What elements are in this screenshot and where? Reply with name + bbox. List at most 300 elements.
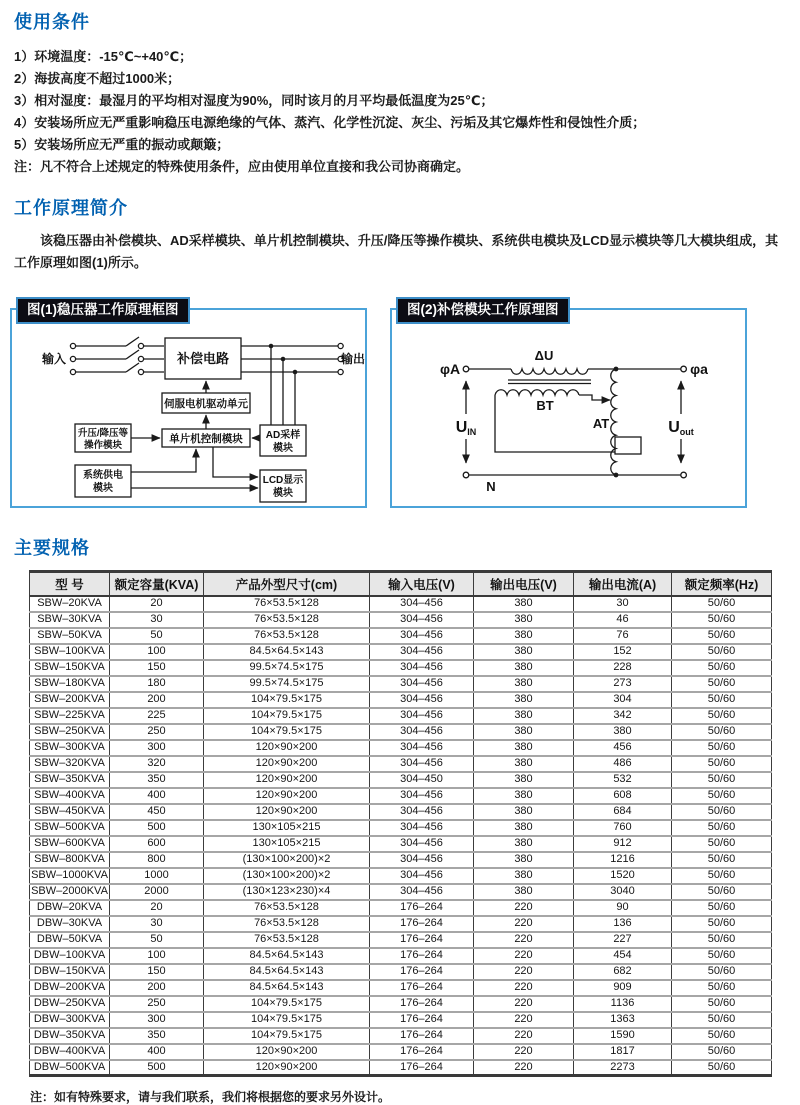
cell-model: SBW–600KVA bbox=[30, 836, 110, 852]
cell-output-current: 273 bbox=[574, 676, 672, 692]
cell-dimensions: 76×53.5×128 bbox=[204, 596, 370, 612]
cell-model: SBW–180KVA bbox=[30, 676, 110, 692]
cell-capacity: 200 bbox=[110, 692, 204, 708]
cell-output-voltage: 380 bbox=[474, 836, 574, 852]
col-header-output-current: 输出电流(A) bbox=[574, 572, 672, 596]
cell-frequency: 50/60 bbox=[672, 884, 772, 900]
cell-output-current: 682 bbox=[574, 964, 672, 980]
cell-dimensions: 99.5×74.5×175 bbox=[204, 660, 370, 676]
table-row bbox=[30, 964, 772, 980]
cell-input-voltage: 304–450 bbox=[370, 772, 474, 788]
cell-input-voltage: 304–456 bbox=[370, 692, 474, 708]
cell-dimensions: 120×90×200 bbox=[204, 1044, 370, 1060]
cell-model: DBW–250KVA bbox=[30, 996, 110, 1012]
cell-model: SBW–225KVA bbox=[30, 708, 110, 724]
cell-frequency: 50/60 bbox=[672, 756, 772, 772]
cell-dimensions: 104×79.5×175 bbox=[204, 1028, 370, 1044]
cell-input-voltage: 176–264 bbox=[370, 980, 474, 996]
at-coil bbox=[611, 369, 616, 475]
cell-output-voltage: 380 bbox=[474, 852, 574, 868]
svg-text:Uout: Uout bbox=[668, 419, 694, 437]
cell-capacity: 100 bbox=[110, 948, 204, 964]
cell-capacity: 300 bbox=[110, 740, 204, 756]
cell-capacity: 250 bbox=[110, 996, 204, 1012]
cell-dimensions: 84.5×64.5×143 bbox=[204, 964, 370, 980]
cell-output-voltage: 380 bbox=[474, 692, 574, 708]
cell-frequency: 50/60 bbox=[672, 820, 772, 836]
cell-output-current: 486 bbox=[574, 756, 672, 772]
cell-input-voltage: 176–264 bbox=[370, 900, 474, 916]
section-title-specifications: 主要规格 bbox=[14, 538, 90, 558]
u-out-arrow bbox=[668, 381, 694, 463]
u-in-arrow bbox=[456, 381, 477, 463]
cell-output-current: 1590 bbox=[574, 1028, 672, 1044]
cell-output-current: 1136 bbox=[574, 996, 672, 1012]
cell-output-voltage: 380 bbox=[474, 820, 574, 836]
cell-output-voltage: 380 bbox=[474, 868, 574, 884]
cell-capacity: 300 bbox=[110, 1012, 204, 1028]
cell-input-voltage: 176–264 bbox=[370, 932, 474, 948]
cell-frequency: 50/60 bbox=[672, 1044, 772, 1060]
table-row bbox=[30, 772, 772, 788]
cell-output-current: 454 bbox=[574, 948, 672, 964]
table-row bbox=[30, 884, 772, 900]
delta-u-coil bbox=[511, 369, 588, 374]
cell-dimensions: 76×53.5×128 bbox=[204, 916, 370, 932]
cell-output-voltage: 220 bbox=[474, 1012, 574, 1028]
cell-dimensions: 104×79.5×175 bbox=[204, 708, 370, 724]
cell-frequency: 50/60 bbox=[672, 724, 772, 740]
cell-model: SBW–200KVA bbox=[30, 692, 110, 708]
table-row bbox=[30, 788, 772, 804]
cell-dimensions: 130×105×215 bbox=[204, 820, 370, 836]
cell-model: SBW–400KVA bbox=[30, 788, 110, 804]
table-row bbox=[30, 644, 772, 660]
cell-dimensions: 76×53.5×128 bbox=[204, 900, 370, 916]
svg-text:升压/降压等: 升压/降压等 bbox=[77, 428, 129, 439]
principle-paragraph: 该稳压器由补偿模块、AD采样模块、单片机控制模块、升压/降压等操作模块、系统供电模块及LCD显示模块等几大模块组成，其工作原理如图(1)所示。 bbox=[14, 233, 779, 270]
cell-output-voltage: 380 bbox=[474, 724, 574, 740]
svg-text:系统供电: 系统供电 bbox=[83, 470, 123, 481]
cell-model: DBW–20KVA bbox=[30, 900, 110, 916]
cell-output-current: 1216 bbox=[574, 852, 672, 868]
cell-input-voltage: 304–456 bbox=[370, 612, 474, 628]
cell-model: DBW–30KVA bbox=[30, 916, 110, 932]
cell-model: SBW–250KVA bbox=[30, 724, 110, 740]
table-row bbox=[30, 612, 772, 628]
col-header-model: 型 号 bbox=[30, 572, 110, 596]
cell-output-current: 2273 bbox=[574, 1060, 672, 1076]
cell-model: SBW–320KVA bbox=[30, 756, 110, 772]
table-row bbox=[30, 980, 772, 996]
svg-text:补偿电路: 补偿电路 bbox=[176, 351, 230, 366]
cell-model: DBW–50KVA bbox=[30, 932, 110, 948]
cell-frequency: 50/60 bbox=[672, 1012, 772, 1028]
cell-input-voltage: 304–456 bbox=[370, 740, 474, 756]
cell-output-current: 456 bbox=[574, 740, 672, 756]
cell-input-voltage: 176–264 bbox=[370, 1044, 474, 1060]
cell-output-current: 76 bbox=[574, 628, 672, 644]
cell-frequency: 50/60 bbox=[672, 788, 772, 804]
cell-output-voltage: 220 bbox=[474, 1028, 574, 1044]
cell-frequency: 50/60 bbox=[672, 996, 772, 1012]
cell-model: SBW–150KVA bbox=[30, 660, 110, 676]
table-row bbox=[30, 1028, 772, 1044]
cell-output-current: 152 bbox=[574, 644, 672, 660]
cell-output-voltage: 380 bbox=[474, 884, 574, 900]
table-header-row bbox=[30, 572, 772, 596]
cell-capacity: 150 bbox=[110, 964, 204, 980]
cell-dimensions: 120×90×200 bbox=[204, 1060, 370, 1076]
brush-block bbox=[615, 437, 641, 454]
cell-input-voltage: 304–456 bbox=[370, 852, 474, 868]
cell-output-current: 90 bbox=[574, 900, 672, 916]
cell-frequency: 50/60 bbox=[672, 964, 772, 980]
cell-output-current: 30 bbox=[574, 596, 672, 612]
cell-output-voltage: 380 bbox=[474, 596, 574, 612]
cell-input-voltage: 176–264 bbox=[370, 964, 474, 980]
condition-line: 3）相对湿度：最湿月的平均相对湿度为90%，同时该月的月平均最低温度为25℃； bbox=[14, 93, 494, 108]
cell-output-voltage: 380 bbox=[474, 756, 574, 772]
cell-input-voltage: 176–264 bbox=[370, 996, 474, 1012]
col-header-output-voltage: 输出电压(V) bbox=[474, 572, 574, 596]
cell-frequency: 50/60 bbox=[672, 980, 772, 996]
cell-output-current: 3040 bbox=[574, 884, 672, 900]
cell-model: SBW–350KVA bbox=[30, 772, 110, 788]
cell-input-voltage: 176–264 bbox=[370, 916, 474, 932]
cell-frequency: 50/60 bbox=[672, 708, 772, 724]
cell-dimensions: 76×53.5×128 bbox=[204, 612, 370, 628]
col-header-dimensions: 产品外型尺寸(cm) bbox=[204, 572, 370, 596]
cell-input-voltage: 304–456 bbox=[370, 884, 474, 900]
cell-dimensions: 120×90×200 bbox=[204, 804, 370, 820]
servo-drive-box bbox=[162, 393, 250, 413]
cell-capacity: 600 bbox=[110, 836, 204, 852]
cell-frequency: 50/60 bbox=[672, 692, 772, 708]
svg-text:模块: 模块 bbox=[273, 488, 293, 499]
cell-frequency: 50/60 bbox=[672, 932, 772, 948]
table-row bbox=[30, 660, 772, 676]
cell-capacity: 400 bbox=[110, 788, 204, 804]
cell-output-voltage: 380 bbox=[474, 660, 574, 676]
cell-input-voltage: 304–456 bbox=[370, 788, 474, 804]
cell-frequency: 50/60 bbox=[672, 596, 772, 612]
cell-output-voltage: 220 bbox=[474, 900, 574, 916]
table-row bbox=[30, 1044, 772, 1060]
cell-output-current: 1363 bbox=[574, 1012, 672, 1028]
svg-text:LCD显示: LCD显示 bbox=[262, 475, 304, 486]
table-row bbox=[30, 948, 772, 964]
table-row bbox=[30, 724, 772, 740]
footer-note: 注：如有特殊要求，请与我们联系，我们将根据您的要求另外设计。 bbox=[30, 1090, 391, 1104]
cell-model: SBW–1000KVA bbox=[30, 868, 110, 884]
cell-frequency: 50/60 bbox=[672, 900, 772, 916]
input-label: 输入 bbox=[41, 352, 67, 366]
cell-output-voltage: 380 bbox=[474, 676, 574, 692]
table-row bbox=[30, 596, 772, 612]
cell-dimensions: 84.5×64.5×143 bbox=[204, 948, 370, 964]
cell-model: DBW–200KVA bbox=[30, 980, 110, 996]
cell-output-current: 304 bbox=[574, 692, 672, 708]
diagram1-schematic bbox=[12, 310, 365, 506]
cell-model: DBW–400KVA bbox=[30, 1044, 110, 1060]
cell-capacity: 100 bbox=[110, 644, 204, 660]
cell-frequency: 50/60 bbox=[672, 740, 772, 756]
cell-capacity: 30 bbox=[110, 612, 204, 628]
cell-dimensions: 76×53.5×128 bbox=[204, 932, 370, 948]
cell-frequency: 50/60 bbox=[672, 644, 772, 660]
svg-text:模块: 模块 bbox=[273, 443, 293, 454]
svg-text:操作模块: 操作模块 bbox=[83, 440, 123, 451]
cell-capacity: 350 bbox=[110, 1028, 204, 1044]
ad-sampling-box bbox=[260, 425, 306, 456]
cell-output-voltage: 380 bbox=[474, 628, 574, 644]
cell-capacity: 50 bbox=[110, 628, 204, 644]
cell-dimensions: 84.5×64.5×143 bbox=[204, 644, 370, 660]
table-row bbox=[30, 708, 772, 724]
cell-output-current: 227 bbox=[574, 932, 672, 948]
cell-output-voltage: 380 bbox=[474, 612, 574, 628]
table-row bbox=[30, 900, 772, 916]
section-title-usage-conditions: 使用条件 bbox=[14, 12, 90, 32]
cell-frequency: 50/60 bbox=[672, 612, 772, 628]
cell-capacity: 400 bbox=[110, 1044, 204, 1060]
table-row bbox=[30, 676, 772, 692]
cell-input-voltage: 304–456 bbox=[370, 676, 474, 692]
svg-text:UIN: UIN bbox=[455, 419, 477, 437]
cell-dimensions: 120×90×200 bbox=[204, 740, 370, 756]
cell-capacity: 200 bbox=[110, 980, 204, 996]
table-row bbox=[30, 820, 772, 836]
cell-dimensions: 104×79.5×175 bbox=[204, 996, 370, 1012]
cell-model: DBW–300KVA bbox=[30, 1012, 110, 1028]
specifications-table bbox=[29, 570, 772, 1077]
cell-capacity: 2000 bbox=[110, 884, 204, 900]
condition-line: 4）安装场所应无严重影响稳压电源绝缘的气体、蒸汽、化学性沉淀、灰尘、污垢及其它爆炸性和侵蚀性介质； bbox=[14, 115, 646, 130]
cell-output-current: 912 bbox=[574, 836, 672, 852]
cell-input-voltage: 304–456 bbox=[370, 820, 474, 836]
condition-line: 5）安装场所应无严重的振动或颠簸； bbox=[14, 137, 230, 152]
cell-model: SBW–100KVA bbox=[30, 644, 110, 660]
cell-output-current: 760 bbox=[574, 820, 672, 836]
bt-coil bbox=[495, 390, 579, 395]
cell-capacity: 800 bbox=[110, 852, 204, 868]
cell-frequency: 50/60 bbox=[672, 948, 772, 964]
cell-output-voltage: 380 bbox=[474, 788, 574, 804]
cell-model: DBW–150KVA bbox=[30, 964, 110, 980]
cell-output-current: 684 bbox=[574, 804, 672, 820]
cell-capacity: 30 bbox=[110, 916, 204, 932]
cell-dimensions: 104×79.5×175 bbox=[204, 1012, 370, 1028]
table-row bbox=[30, 1060, 772, 1076]
cell-dimensions: 84.5×64.5×143 bbox=[204, 980, 370, 996]
cell-frequency: 50/60 bbox=[672, 836, 772, 852]
cell-input-voltage: 304–456 bbox=[370, 660, 474, 676]
table-row bbox=[30, 836, 772, 852]
cell-output-voltage: 220 bbox=[474, 1044, 574, 1060]
phase-out-label: φa bbox=[690, 361, 708, 377]
cell-capacity: 250 bbox=[110, 724, 204, 740]
table-body bbox=[30, 596, 772, 1076]
cell-output-voltage: 220 bbox=[474, 932, 574, 948]
cell-output-current: 532 bbox=[574, 772, 672, 788]
cell-output-current: 1817 bbox=[574, 1044, 672, 1060]
cell-dimensions: 99.5×74.5×175 bbox=[204, 676, 370, 692]
cell-dimensions: 120×90×200 bbox=[204, 788, 370, 804]
cell-output-current: 909 bbox=[574, 980, 672, 996]
cell-output-voltage: 380 bbox=[474, 804, 574, 820]
svg-text:单片机控制模块: 单片机控制模块 bbox=[169, 433, 243, 445]
cell-capacity: 50 bbox=[110, 932, 204, 948]
cell-model: SBW–300KVA bbox=[30, 740, 110, 756]
cell-capacity: 180 bbox=[110, 676, 204, 692]
cell-output-voltage: 380 bbox=[474, 644, 574, 660]
cell-output-current: 228 bbox=[574, 660, 672, 676]
neutral-label: N bbox=[486, 479, 496, 494]
cell-output-current: 1520 bbox=[574, 868, 672, 884]
cell-output-voltage: 220 bbox=[474, 964, 574, 980]
bt-label: BT bbox=[536, 398, 554, 413]
cell-dimensions: (130×100×200)×2 bbox=[204, 852, 370, 868]
cell-capacity: 500 bbox=[110, 1060, 204, 1076]
table-row bbox=[30, 1012, 772, 1028]
cell-output-current: 46 bbox=[574, 612, 672, 628]
input-lines bbox=[70, 337, 164, 375]
cell-input-voltage: 176–264 bbox=[370, 1060, 474, 1076]
cell-frequency: 50/60 bbox=[672, 676, 772, 692]
cell-frequency: 50/60 bbox=[672, 804, 772, 820]
svg-text:伺服电机驱动单元: 伺服电机驱动单元 bbox=[164, 398, 248, 410]
table-row bbox=[30, 932, 772, 948]
col-header-frequency: 额定频率(Hz) bbox=[672, 572, 772, 596]
cell-capacity: 225 bbox=[110, 708, 204, 724]
diagram2-panel bbox=[390, 302, 747, 508]
col-header-input-voltage: 输入电压(V) bbox=[370, 572, 474, 596]
cell-frequency: 50/60 bbox=[672, 916, 772, 932]
cell-frequency: 50/60 bbox=[672, 628, 772, 644]
cell-dimensions: 104×79.5×175 bbox=[204, 692, 370, 708]
cell-input-voltage: 304–456 bbox=[370, 868, 474, 884]
cell-dimensions: 130×105×215 bbox=[204, 836, 370, 852]
table-row bbox=[30, 756, 772, 772]
cell-capacity: 450 bbox=[110, 804, 204, 820]
cell-model: DBW–500KVA bbox=[33, 1060, 106, 1073]
cell-input-voltage: 304–456 bbox=[370, 756, 474, 772]
cell-output-current: 136 bbox=[574, 916, 672, 932]
cell-model: SBW–50KVA bbox=[30, 628, 110, 644]
cell-frequency: 50/60 bbox=[672, 772, 772, 788]
cell-model: SBW–2000KVA bbox=[30, 884, 110, 900]
svg-text:AD采样: AD采样 bbox=[265, 430, 301, 441]
cell-input-voltage: 176–264 bbox=[370, 948, 474, 964]
table-row bbox=[30, 996, 772, 1012]
table-row bbox=[30, 852, 772, 868]
table-row bbox=[30, 916, 772, 932]
cell-dimensions: 76×53.5×128 bbox=[204, 628, 370, 644]
cell-capacity: 20 bbox=[110, 900, 204, 916]
table-row bbox=[30, 804, 772, 820]
cell-model: SBW–30KVA bbox=[30, 612, 110, 628]
condition-line: 1）环境温度：-15℃~+40℃； bbox=[14, 49, 193, 64]
cell-frequency: 50/60 bbox=[672, 868, 772, 884]
compensation-box bbox=[165, 338, 241, 379]
cell-output-voltage: 220 bbox=[474, 948, 574, 964]
cell-model: SBW–20KVA bbox=[30, 596, 110, 612]
cell-input-voltage: 304–456 bbox=[370, 628, 474, 644]
cell-model: DBW–350KVA bbox=[30, 1028, 110, 1044]
system-power-box bbox=[75, 465, 131, 497]
cell-capacity: 20 bbox=[110, 596, 204, 612]
table-row bbox=[30, 740, 772, 756]
phase-in-label: φA bbox=[439, 361, 461, 377]
cell-model: SBW–450KVA bbox=[30, 804, 110, 820]
diagram2-schematic bbox=[392, 310, 745, 506]
cell-model: SBW–500KVA bbox=[30, 820, 110, 836]
cell-capacity: 500 bbox=[110, 820, 204, 836]
cell-capacity: 1000 bbox=[110, 868, 204, 884]
cell-capacity: 350 bbox=[110, 772, 204, 788]
cell-dimensions: (130×100×200)×2 bbox=[204, 868, 370, 884]
cell-output-voltage: 220 bbox=[474, 980, 574, 996]
cell-input-voltage: 304–456 bbox=[370, 724, 474, 740]
cell-output-voltage: 220 bbox=[474, 916, 574, 932]
diagram1-panel bbox=[10, 302, 367, 508]
lcd-display-box bbox=[260, 470, 306, 502]
cell-input-voltage: 304–456 bbox=[370, 708, 474, 724]
cell-input-voltage: 176–264 bbox=[370, 1028, 474, 1044]
cell-capacity: 150 bbox=[110, 660, 204, 676]
usage-conditions-list bbox=[14, 46, 790, 178]
boost-buck-box bbox=[75, 424, 131, 452]
diagram2-title-badge: 图(2)补偿模块工作原理图 bbox=[396, 297, 570, 324]
cell-output-voltage: 220 bbox=[474, 1060, 574, 1076]
delta-u-label: ΔU bbox=[534, 348, 554, 363]
svg-text:模块: 模块 bbox=[93, 483, 113, 494]
cell-frequency: 50/60 bbox=[672, 660, 772, 676]
cell-output-current: 608 bbox=[574, 788, 672, 804]
output-label: 输出 bbox=[340, 352, 365, 366]
cell-dimensions: 120×90×200 bbox=[204, 772, 370, 788]
cell-dimensions: 104×79.5×175 bbox=[204, 724, 370, 740]
cell-output-voltage: 220 bbox=[474, 996, 574, 1012]
condition-line: 2）海拔高度不超过1000米； bbox=[14, 71, 181, 86]
cell-output-current: 342 bbox=[574, 708, 672, 724]
cell-input-voltage: 304–456 bbox=[370, 836, 474, 852]
col-header-capacity: 额定容量(KVA) bbox=[110, 572, 204, 596]
cell-model: SBW–800KVA bbox=[30, 852, 110, 868]
table-row bbox=[30, 692, 772, 708]
cell-output-voltage: 380 bbox=[474, 740, 574, 756]
cell-input-voltage: 304–456 bbox=[370, 596, 474, 612]
cell-frequency: 50/60 bbox=[672, 1060, 772, 1076]
section-title-working-principle: 工作原理简介 bbox=[14, 198, 128, 218]
cell-dimensions: 120×90×200 bbox=[204, 756, 370, 772]
bt-wiper-arrow bbox=[579, 395, 610, 400]
cell-output-voltage: 380 bbox=[474, 708, 574, 724]
table-row bbox=[30, 868, 772, 884]
output-lines bbox=[241, 343, 343, 425]
diagrams-row bbox=[10, 302, 790, 508]
table-row bbox=[30, 628, 772, 644]
cell-input-voltage: 176–264 bbox=[370, 1012, 474, 1028]
cell-dimensions: (130×123×230)×4 bbox=[204, 884, 370, 900]
cell-input-voltage: 304–456 bbox=[370, 644, 474, 660]
mcu-box bbox=[162, 429, 250, 447]
cell-output-voltage: 380 bbox=[474, 772, 574, 788]
at-label: AT bbox=[592, 416, 610, 431]
cell-capacity: 320 bbox=[110, 756, 204, 772]
diagram1-title-badge: 图(1)稳压器工作原理框图 bbox=[16, 297, 190, 324]
